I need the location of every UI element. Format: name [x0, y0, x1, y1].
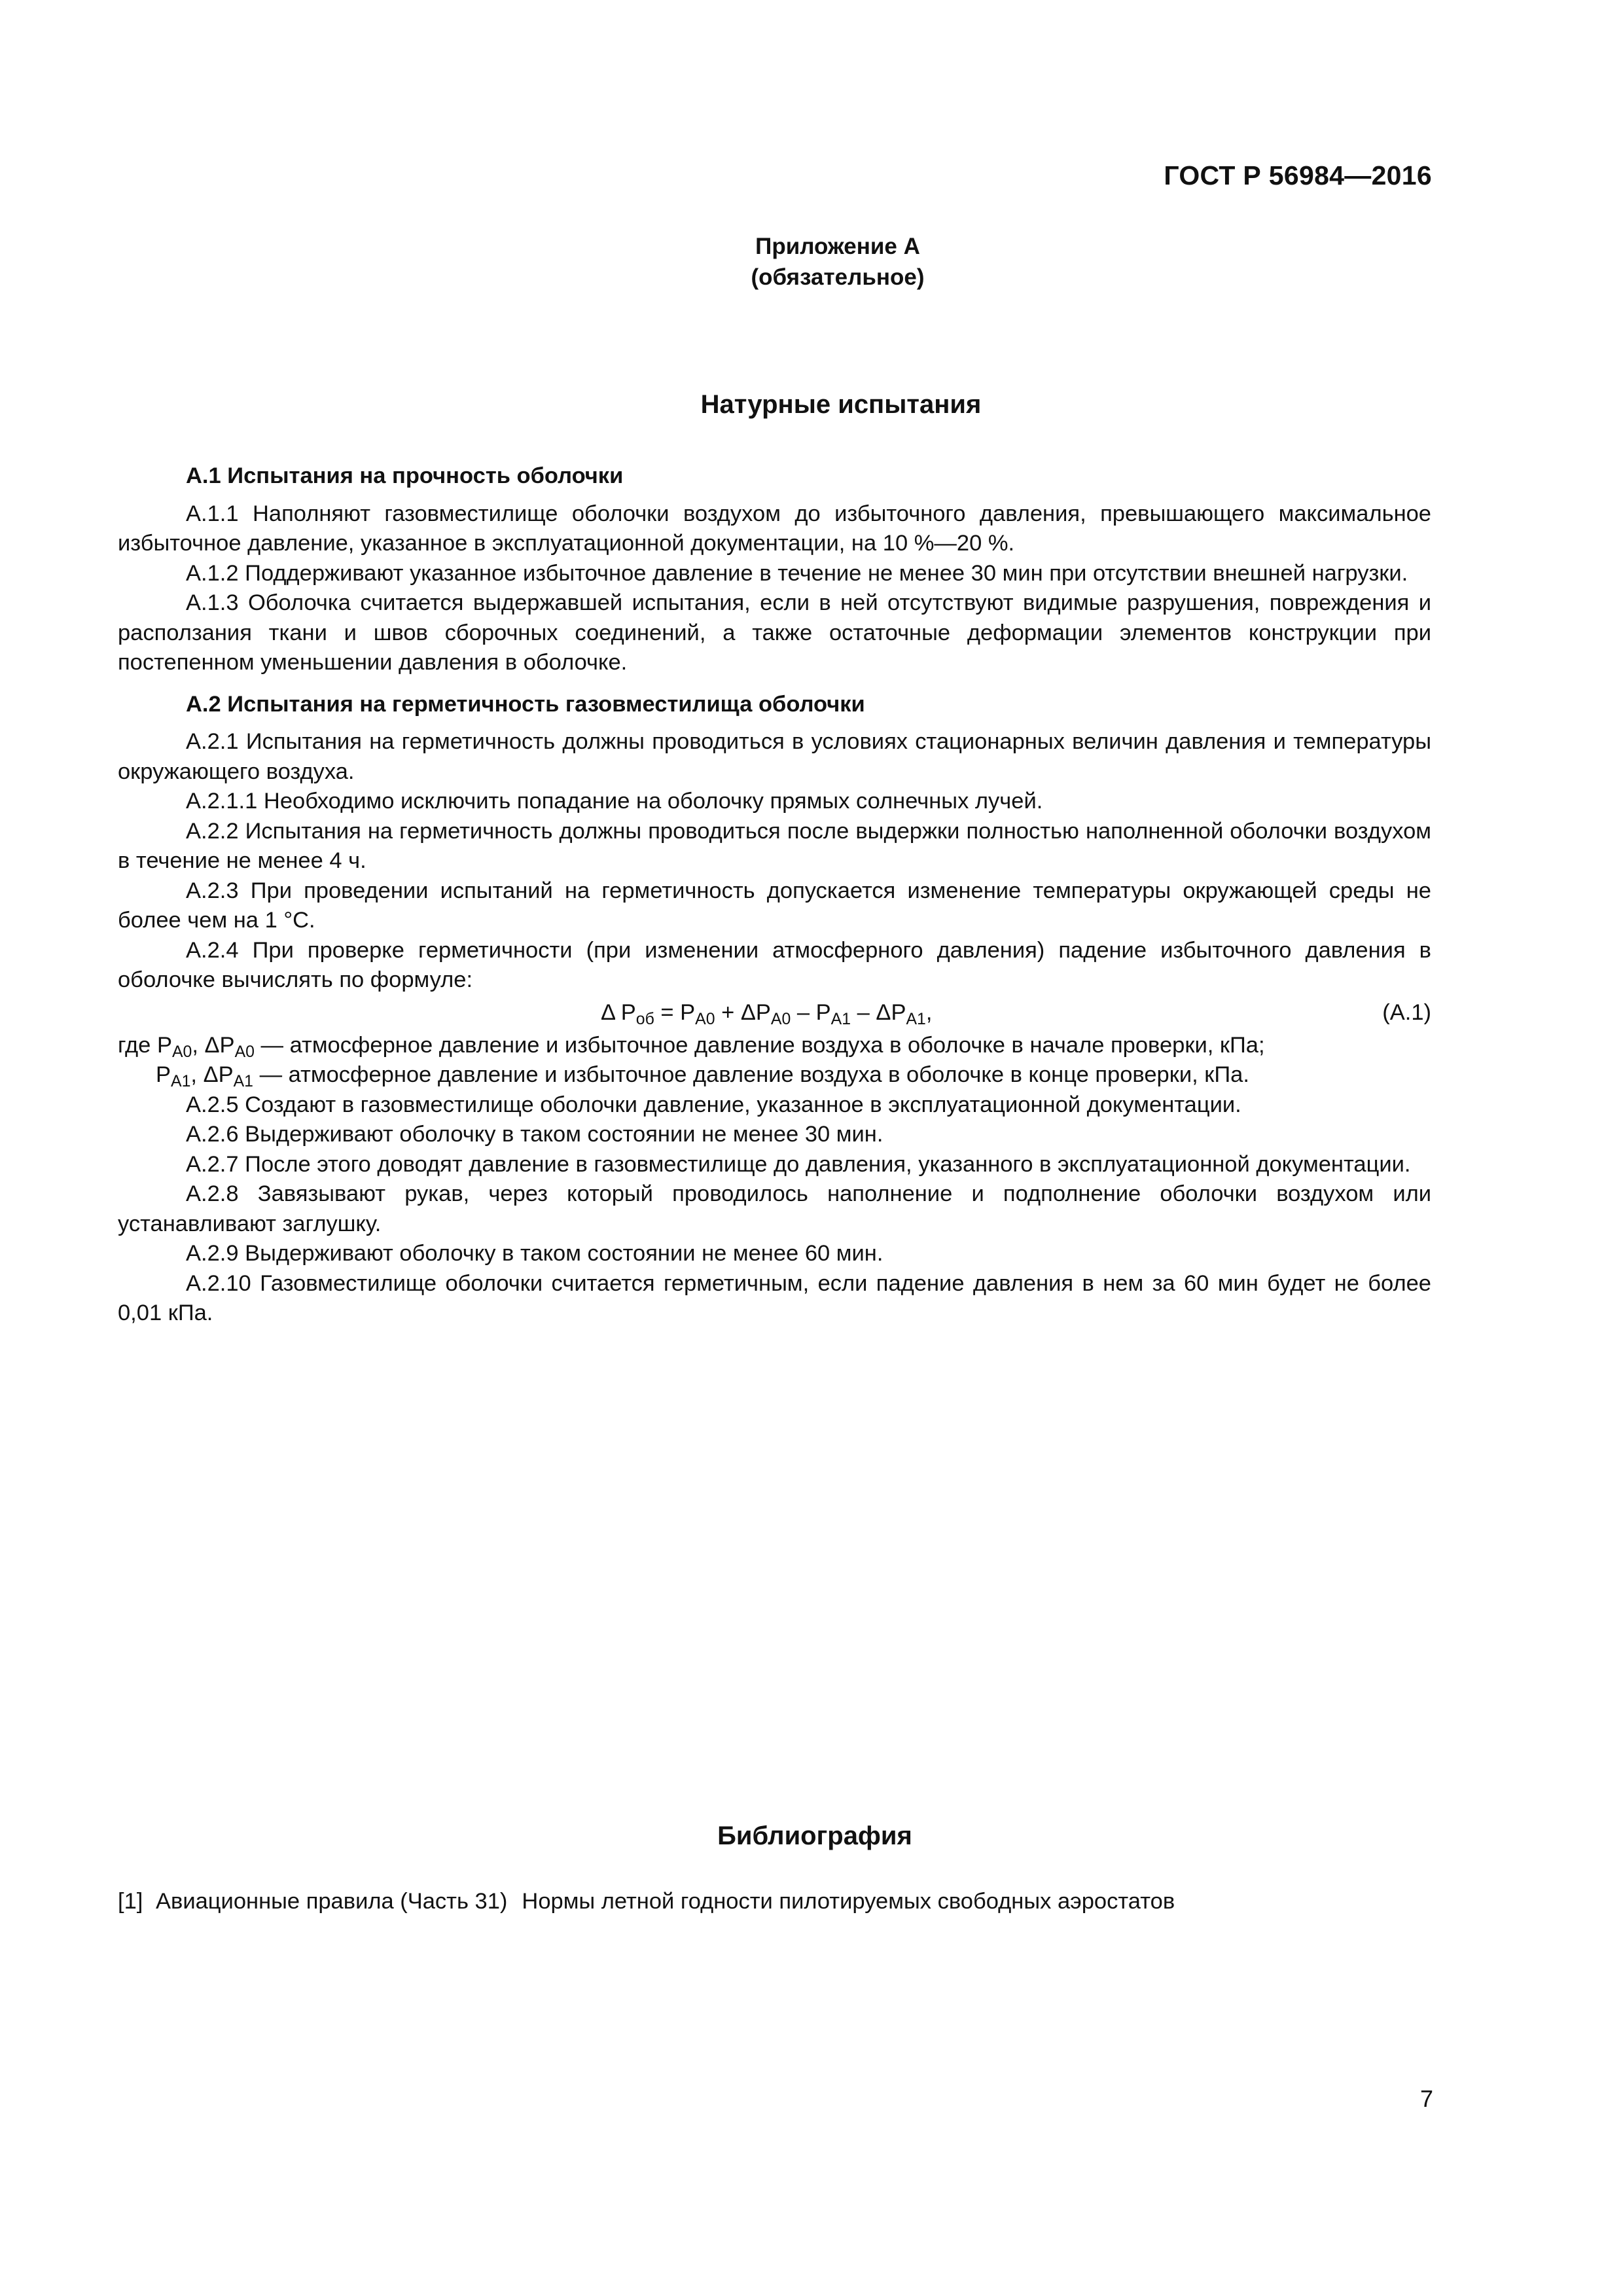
paragraph-a2-1-1: А.2.1.1 Необходимо исключить попадание на оболочку прямых солнечных лучей. — [186, 789, 1043, 814]
paragraph-a2-8: А.2.8 Завязывают рукав, через который проводилось наполнение и подполнение оболочки воздухом или устанавливают заглушку. — [118, 1181, 1431, 1236]
paragraph-a2-4: А.2.4 При проверке герметичности (при изменении атмосферного давления) падение избыточного давления в оболочке вычислять по формуле: — [118, 937, 1431, 992]
section-heading-a2: А.2 Испытания на герметичность газовместилища оболочки — [186, 691, 865, 717]
formula-legend-line-2: $P_{А1}$, $\Delta P_{А1}$ — атмосферное давление и избыточное давление воздуха в оболочке в конце проверки, кПа. — [156, 1062, 1249, 1090]
formula-a1 — [118, 998, 1431, 1030]
annex-status: (обязательное) — [751, 264, 925, 290]
bibliography-entry — [118, 1889, 1175, 1914]
formula-expression: Δ $P_{об} = P_{А0} + \Delta P_{А0} - P_{А1} - \Delta P_{А1}$, — [601, 999, 933, 1028]
paragraph-a2-7: А.2.7 После этого доводят давление в газовместилище до давления, указанного в эксплуатационной документации. — [186, 1151, 1411, 1177]
paragraph-a2-9: А.2.9 Выдерживают оболочку в таком состоянии не менее 60 мин. — [186, 1241, 883, 1266]
paragraph-a2-3: А.2.3 При проведении испытаний на герметичность допускается изменение температуры окружающей среды не более чем на 1 °С. — [118, 878, 1431, 933]
bibliography-title: Библиография — [717, 1821, 912, 1850]
main-title: Натурные испытания — [700, 390, 982, 419]
bibliography-entry-title: Нормы летной годности пилотируемых свободных аэростатов — [522, 1889, 1175, 1914]
paragraph-a2-10: А.2.10 Газовместилище оболочки считается герметичным, если падение давления в нем за 60 мин будет не более 0,01 кПа. — [118, 1270, 1431, 1325]
bibliography-entry-number: [1] — [118, 1889, 143, 1914]
annex-body — [118, 461, 1431, 1329]
section-heading-a1: А.1 Испытания на прочность оболочки — [186, 463, 624, 488]
page-number: 7 — [1419, 2085, 1433, 2112]
paragraph-a1-1: А.1.1 Наполняют газовместилище оболочки воздухом до избыточного давления, превышающего максимальное избыточное давление, указанное в эксплуатационной документации, на 10 %—20 %. — [118, 501, 1431, 556]
paragraph-a2-6: А.2.6 Выдерживают оболочку в таком состоянии не менее 30 мин. — [186, 1122, 883, 1147]
formula-number: (А.1) — [1382, 999, 1431, 1025]
standard-code: ГОСТ Р 56984—2016 — [1164, 160, 1432, 190]
paragraph-a2-1: А.2.1 Испытания на герметичность должны проводиться в условиях стационарных величин давления и температуры окружающего воздуха. — [118, 729, 1431, 784]
formula-legend-line-1: где $P_{А0}$, $\Delta P_{А0}$ — атмосферное давление и избыточное давление воздуха в оболочке в начале проверки, кПа; — [118, 1032, 1265, 1061]
paragraph-a2-5: А.2.5 Создают в газовместилище оболочки давление, указанное в эксплуатационной документации. — [186, 1092, 1241, 1117]
annex-title: Приложение А — [755, 234, 920, 259]
bibliography-entry-source: Авиационные правила (Часть 31) — [156, 1889, 508, 1914]
paragraph-a1-2: А.1.2 Поддерживают указанное избыточное давление в течение не менее 30 мин при отсутствии внешней нагрузки. — [186, 560, 1408, 586]
paragraph-a2-2: А.2.2 Испытания на герметичность должны проводиться после выдержки полностью наполненной оболочки воздухом в течение не менее 4 ч. — [118, 818, 1431, 873]
paragraph-a1-3: А.1.3 Оболочка считается выдержавшей испытания, если в ней отсутствуют видимые разрушения, повреждения и расползания ткани и швов сборочных соединений, а также остаточные деформации элементов конструкции при постепенном уменьшении давления в оболочке. — [118, 590, 1431, 675]
